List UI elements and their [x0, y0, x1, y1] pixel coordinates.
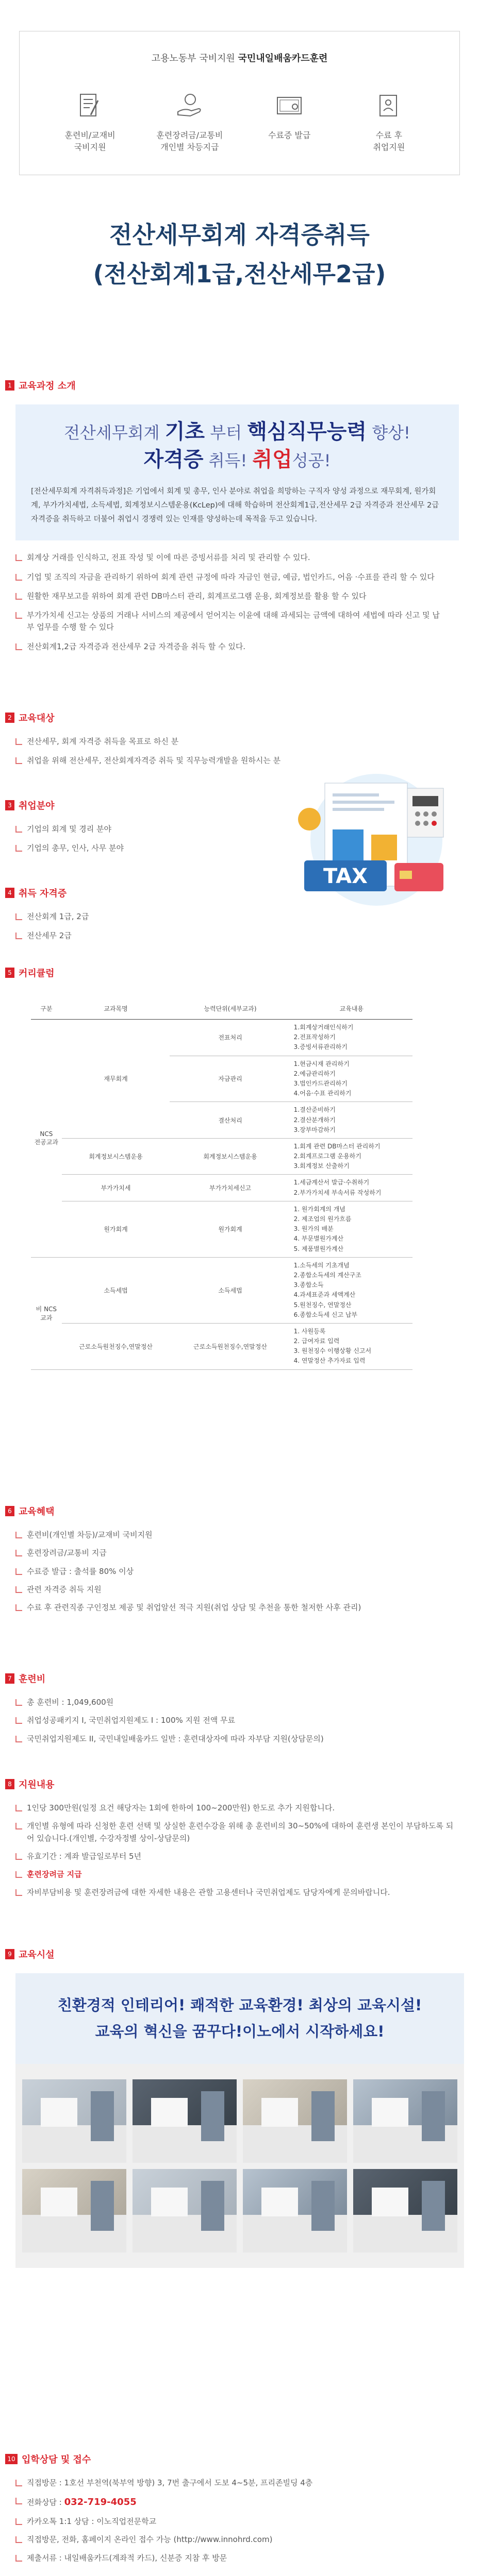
section-title: 커리큘럼: [19, 968, 55, 979]
subject-cell: 소득세법: [62, 1257, 170, 1323]
section-number: 1: [5, 380, 14, 391]
content-cell: 1.현금시재 관리하기 2.예금관리하기 3.법인카드관리하기 4.어음·수표 관리하기: [291, 1056, 412, 1102]
list-item: 취업을 위해 전산세무, 전산회계자격증 취득 및 직무능력개발을 원하시는 분: [15, 755, 280, 767]
list-item: 훈련장려금/교통비 지급: [15, 1547, 361, 1559]
benefit-certificate: 수료증 발급: [245, 91, 333, 153]
section-career-fields: [0, 799, 124, 862]
table-row: [31, 1020, 412, 1056]
facility-photo: [133, 2169, 237, 2252]
list-item: 전산회계 1급, 2급: [15, 911, 89, 923]
facility-photo: [22, 2079, 126, 2163]
target-list: [15, 736, 280, 767]
section-title: 입학상담 및 접수: [22, 2454, 91, 2465]
subject-cell: 부가가치세: [62, 1175, 170, 1201]
intro-box: [15, 404, 459, 540]
section-number: 2: [5, 713, 14, 723]
section-title: 교육혜택: [19, 1506, 55, 1517]
content-cell: 1. 사원등록 2. 급여자료 입력 3. 원천징수 이행상황 신고서 4. 연말정산 추가자료 입력: [291, 1323, 412, 1369]
section-admission: [0, 2452, 312, 2570]
headline-subtitle: (전산회계1급,전산세무2급): [93, 260, 386, 288]
list-item: 기업 및 조직의 자금을 관리하기 위하여 회계 관련 규정에 따라 자금인 현금, 예금, 법인카드, 어음 ·수표를 관리 할 수 있다: [15, 571, 443, 583]
unit-cell: 원가회계: [170, 1201, 290, 1257]
admission-list: [15, 2477, 312, 2564]
benefit-allowance: 훈련장려금/교통비 개인별 차등지급: [146, 91, 234, 153]
benefit-list: [20, 91, 459, 153]
table-row: [31, 1257, 412, 1323]
column-header: 교육내용: [291, 997, 412, 1020]
list-item: 1인당 300만원(일정 요건 해당자는 1회에 한하여 100~200만원) 한도로 추가 지원합니다.: [15, 1802, 459, 1814]
list-item: 기업의 회계 및 경리 분야: [15, 823, 124, 835]
section-facility: [0, 1947, 464, 2268]
hand-coin-icon: [175, 91, 205, 121]
table-row: [31, 1175, 412, 1201]
section-curriculum: [0, 966, 412, 1370]
fee-list: [15, 1697, 324, 1745]
certificate-icon: [274, 91, 304, 121]
facility-photo: [353, 2079, 457, 2163]
facility-photo-grid: [15, 2064, 464, 2268]
facility-photo: [243, 2079, 347, 2163]
section-number: 6: [5, 1506, 14, 1516]
benefit-tuition: 훈련비/교재비 국비지원: [46, 91, 134, 153]
intro-goal-list: [15, 552, 443, 653]
course-headline: [0, 216, 479, 290]
subject-cell: 근로소득원천징수,연말정산: [62, 1323, 170, 1369]
list-item: 전산세무, 회계 자격증 취득을 목표로 하신 분: [15, 736, 280, 748]
unit-cell: 결산처리: [170, 1102, 290, 1139]
list-item: 제출서류 : 내일배움카드(계좌적 카드), 신분증 지참 후 방문: [15, 2552, 312, 2564]
table-row: [31, 1138, 412, 1175]
column-header: 능력단위(세부교과): [170, 997, 290, 1020]
support-list: [15, 1802, 459, 1899]
section-number: 9: [5, 1949, 14, 1959]
phone-contact: 전화상담 : 032-719-4055: [15, 2495, 312, 2510]
list-item: 직접방문 : 1호선 부천역(북부역 방향) 3, 7번 출구에서 도보 4~5분, 프리존빌딩 4층: [15, 2477, 312, 2489]
list-item: 회계상 거래를 인식하고, 전표 작성 및 이에 따른 증빙서류를 처리 및 관리할 수 있다.: [15, 552, 443, 564]
table-row: [31, 1323, 412, 1369]
category-cell: 비 NCS 교과: [31, 1257, 62, 1369]
list-item: 국민취업지원제도 II, 국민내일배움카드 일반 : 훈련대상자에 따라 자부담 지원(상담문의): [15, 1733, 324, 1745]
benefit-job-support: 수료 후 취업지원: [345, 91, 433, 153]
list-item: 개인별 유형에 따라 신청한 훈련 선택 및 상실한 훈련수강을 위해 총 훈련비의 30~50%에 대하여 훈련생 본인이 부담하도록 되어 있습니다.(개인별, 수강자정별 상이-상담문의): [15, 1820, 459, 1844]
intro-slogan: 전산세무회계 기초 부터 핵심직무능력 향상! 자격증 취득! 취업성공!: [64, 420, 410, 471]
column-header: 구분: [31, 997, 62, 1020]
page: [0, 31, 479, 2576]
tax-illustration: [289, 773, 459, 917]
facility-banner: [15, 1973, 464, 2064]
unit-cell: 근로소득원천징수,연말정산: [170, 1323, 290, 1369]
unit-cell: 회계정보시스템운용: [170, 1138, 290, 1175]
section-certificates: [0, 886, 89, 950]
unit-cell: 부가가치세신고: [170, 1175, 290, 1201]
subject-cell: 회계정보시스템운용: [62, 1138, 170, 1175]
facility-photo: [133, 2079, 237, 2163]
section-number: 10: [5, 2454, 18, 2464]
column-header: 교과목명: [62, 997, 170, 1020]
category-cell: NCS 전공교과: [31, 1020, 62, 1258]
section-target: [0, 711, 280, 774]
section-number: 5: [5, 968, 14, 978]
content-cell: 1.소득세의 기초개념 2.종합소득세의 계산구조 3.종합소득 4.과세표준과 세액계산 5.원천징수, 연말정산 6.종합소득세 신고 납부: [291, 1257, 412, 1323]
section-title: 훈련비: [19, 1674, 46, 1685]
section-title: 취업분야: [19, 801, 55, 811]
job-support-icon: [374, 91, 404, 121]
list-item: 취업성공패키지 I, 국민취업지원제도 I : 100% 지원 전액 무료: [15, 1715, 324, 1726]
intro-description: [전산세무회계 자격취득과정]은 기업에서 회계 및 총무, 인사 분야로 취업을 희망하는 구직자 양성 과정으로 재무회계, 원가회계, 부가가치세법, 소득세법, 회계정보시스템운용(KcLep)에 대해 학습하며 전산회계1급,전산세무 2급 자격증과 전산세무 2급 자격증을 취득하고 더불어 취업시 경쟁력 있는 인재를 양성하는데 목적을 두고 있습니다.: [31, 487, 439, 523]
content-cell: 1.결산준비하기 2.결산분개하기 3.장부마감하기: [291, 1102, 412, 1139]
section-number: 8: [5, 1779, 14, 1789]
subject-cell: 원가회계: [62, 1201, 170, 1257]
list-item: 전산회계1,2급 자격증과 전산세무 2급 자격증을 취득 할 수 있다.: [15, 641, 443, 653]
section-title: 취득 자격증: [19, 888, 67, 899]
section-number: 4: [5, 888, 14, 898]
section-training-fee: [0, 1672, 324, 1751]
program-caption: 고용노동부 국비지원 국민내일배움카드훈련: [151, 53, 328, 64]
list-item: 직접방문, 전화, 홈페이지 온라인 접수 가능 (http://www.innohrd.com): [15, 2534, 312, 2546]
section-title: 지원내용: [19, 1780, 55, 1790]
benefit-detail-list: [15, 1529, 361, 1614]
list-item: 수료증 발급 : 출석률 80% 이상: [15, 1566, 361, 1578]
list-item: 관련 자격증 취득 지원: [15, 1584, 361, 1596]
unit-cell: 자금관리: [170, 1056, 290, 1102]
certificate-list: [15, 911, 89, 942]
list-item: 훈련장려금 지급: [15, 1869, 459, 1880]
document-pen-icon: [75, 91, 105, 121]
benefit-summary-box: [19, 31, 460, 175]
career-list: [15, 823, 124, 855]
list-item: 수료 후 관련직종 구인정보 제공 및 취업알선 적극 지원(취업 상담 및 추천을 통한 철저한 사후 관리): [15, 1602, 361, 1614]
phone-link[interactable]: 032-719-4055: [64, 2497, 137, 2508]
section-title: 교육시설: [19, 1950, 55, 1960]
content-cell: 1. 원가회계의 개념 2. 제조업의 원가흐름 3. 원가의 배분 4. 부문별원가계산 5. 제품별원가계산: [291, 1201, 412, 1257]
section-number: 3: [5, 800, 14, 810]
list-item: 총 훈련비 : 1,049,600원: [15, 1697, 324, 1708]
list-item: 원활한 재무보고를 위하여 회계 관련 DB마스터 관리, 회계프로그램 운용, 회계정보를 활용 할 수 있다: [15, 590, 443, 602]
section-course-intro: [0, 379, 459, 660]
facility-photo: [353, 2169, 457, 2252]
facility-photo: [243, 2169, 347, 2252]
table-row: [31, 1201, 412, 1257]
facility-line-2: 교육의 혁신을 꿈꾸다!이노에서 시작하세요!: [95, 2023, 385, 2040]
section-title: 교육대상: [19, 713, 55, 724]
subject-cell: 재무회계: [62, 1020, 170, 1139]
facility-line-1: 친환경적 인테리어! 쾌적한 교육환경! 최상의 교육시설!: [57, 1996, 422, 2014]
content-cell: 1.세금계산서 발급·수취하기 2.부가가치세 부속서류 작성하기: [291, 1175, 412, 1201]
list-item: 유효기간 : 계좌 발급일로부터 5년: [15, 1851, 459, 1862]
section-benefits: [0, 1504, 361, 1620]
list-item: 전산세무 2급: [15, 930, 89, 942]
list-item: 기업의 총무, 인사, 사무 분야: [15, 842, 124, 854]
content-cell: 1.회계상거래인식하기 2.전표작성하기 3.증빙서류관리하기: [291, 1020, 412, 1056]
list-item: 자비부담비용 및 훈련장려금에 대한 자세한 내용은 관할 고용센터나 국민취업제도 담당자에게 문의바랍니다.: [15, 1887, 459, 1899]
list-item: 훈련비(개인별 차등)/교재비 국비지원: [15, 1529, 361, 1541]
section-title: 교육과정 소개: [19, 381, 76, 392]
facility-photo: [22, 2169, 126, 2252]
unit-cell: 전표처리: [170, 1020, 290, 1056]
tax-label: TAX: [323, 865, 368, 888]
section-number: 7: [5, 1673, 14, 1684]
headline-title: 전산세무회계 자격증취득: [109, 221, 370, 249]
tax-illustration-graphic: [289, 773, 459, 917]
list-item: 부가가치세 신고는 상품의 거래나 서비스의 제공에서 얻어지는 이윤에 대해 과세되는 금액에 대하여 세법에 따라 신고 및 납부 업무를 수행 할 수 있다: [15, 609, 443, 634]
content-cell: 1.회계 관련 DB마스터 관리하기 2.회계프로그램 운용하기 3.회계정보 산출하기: [291, 1138, 412, 1175]
curriculum-table: [31, 997, 412, 1370]
list-item: 카카오톡 1:1 상담 : 이노직업전문학교: [15, 2516, 312, 2528]
unit-cell: 소득세법: [170, 1257, 290, 1323]
section-support: [0, 1777, 459, 1905]
